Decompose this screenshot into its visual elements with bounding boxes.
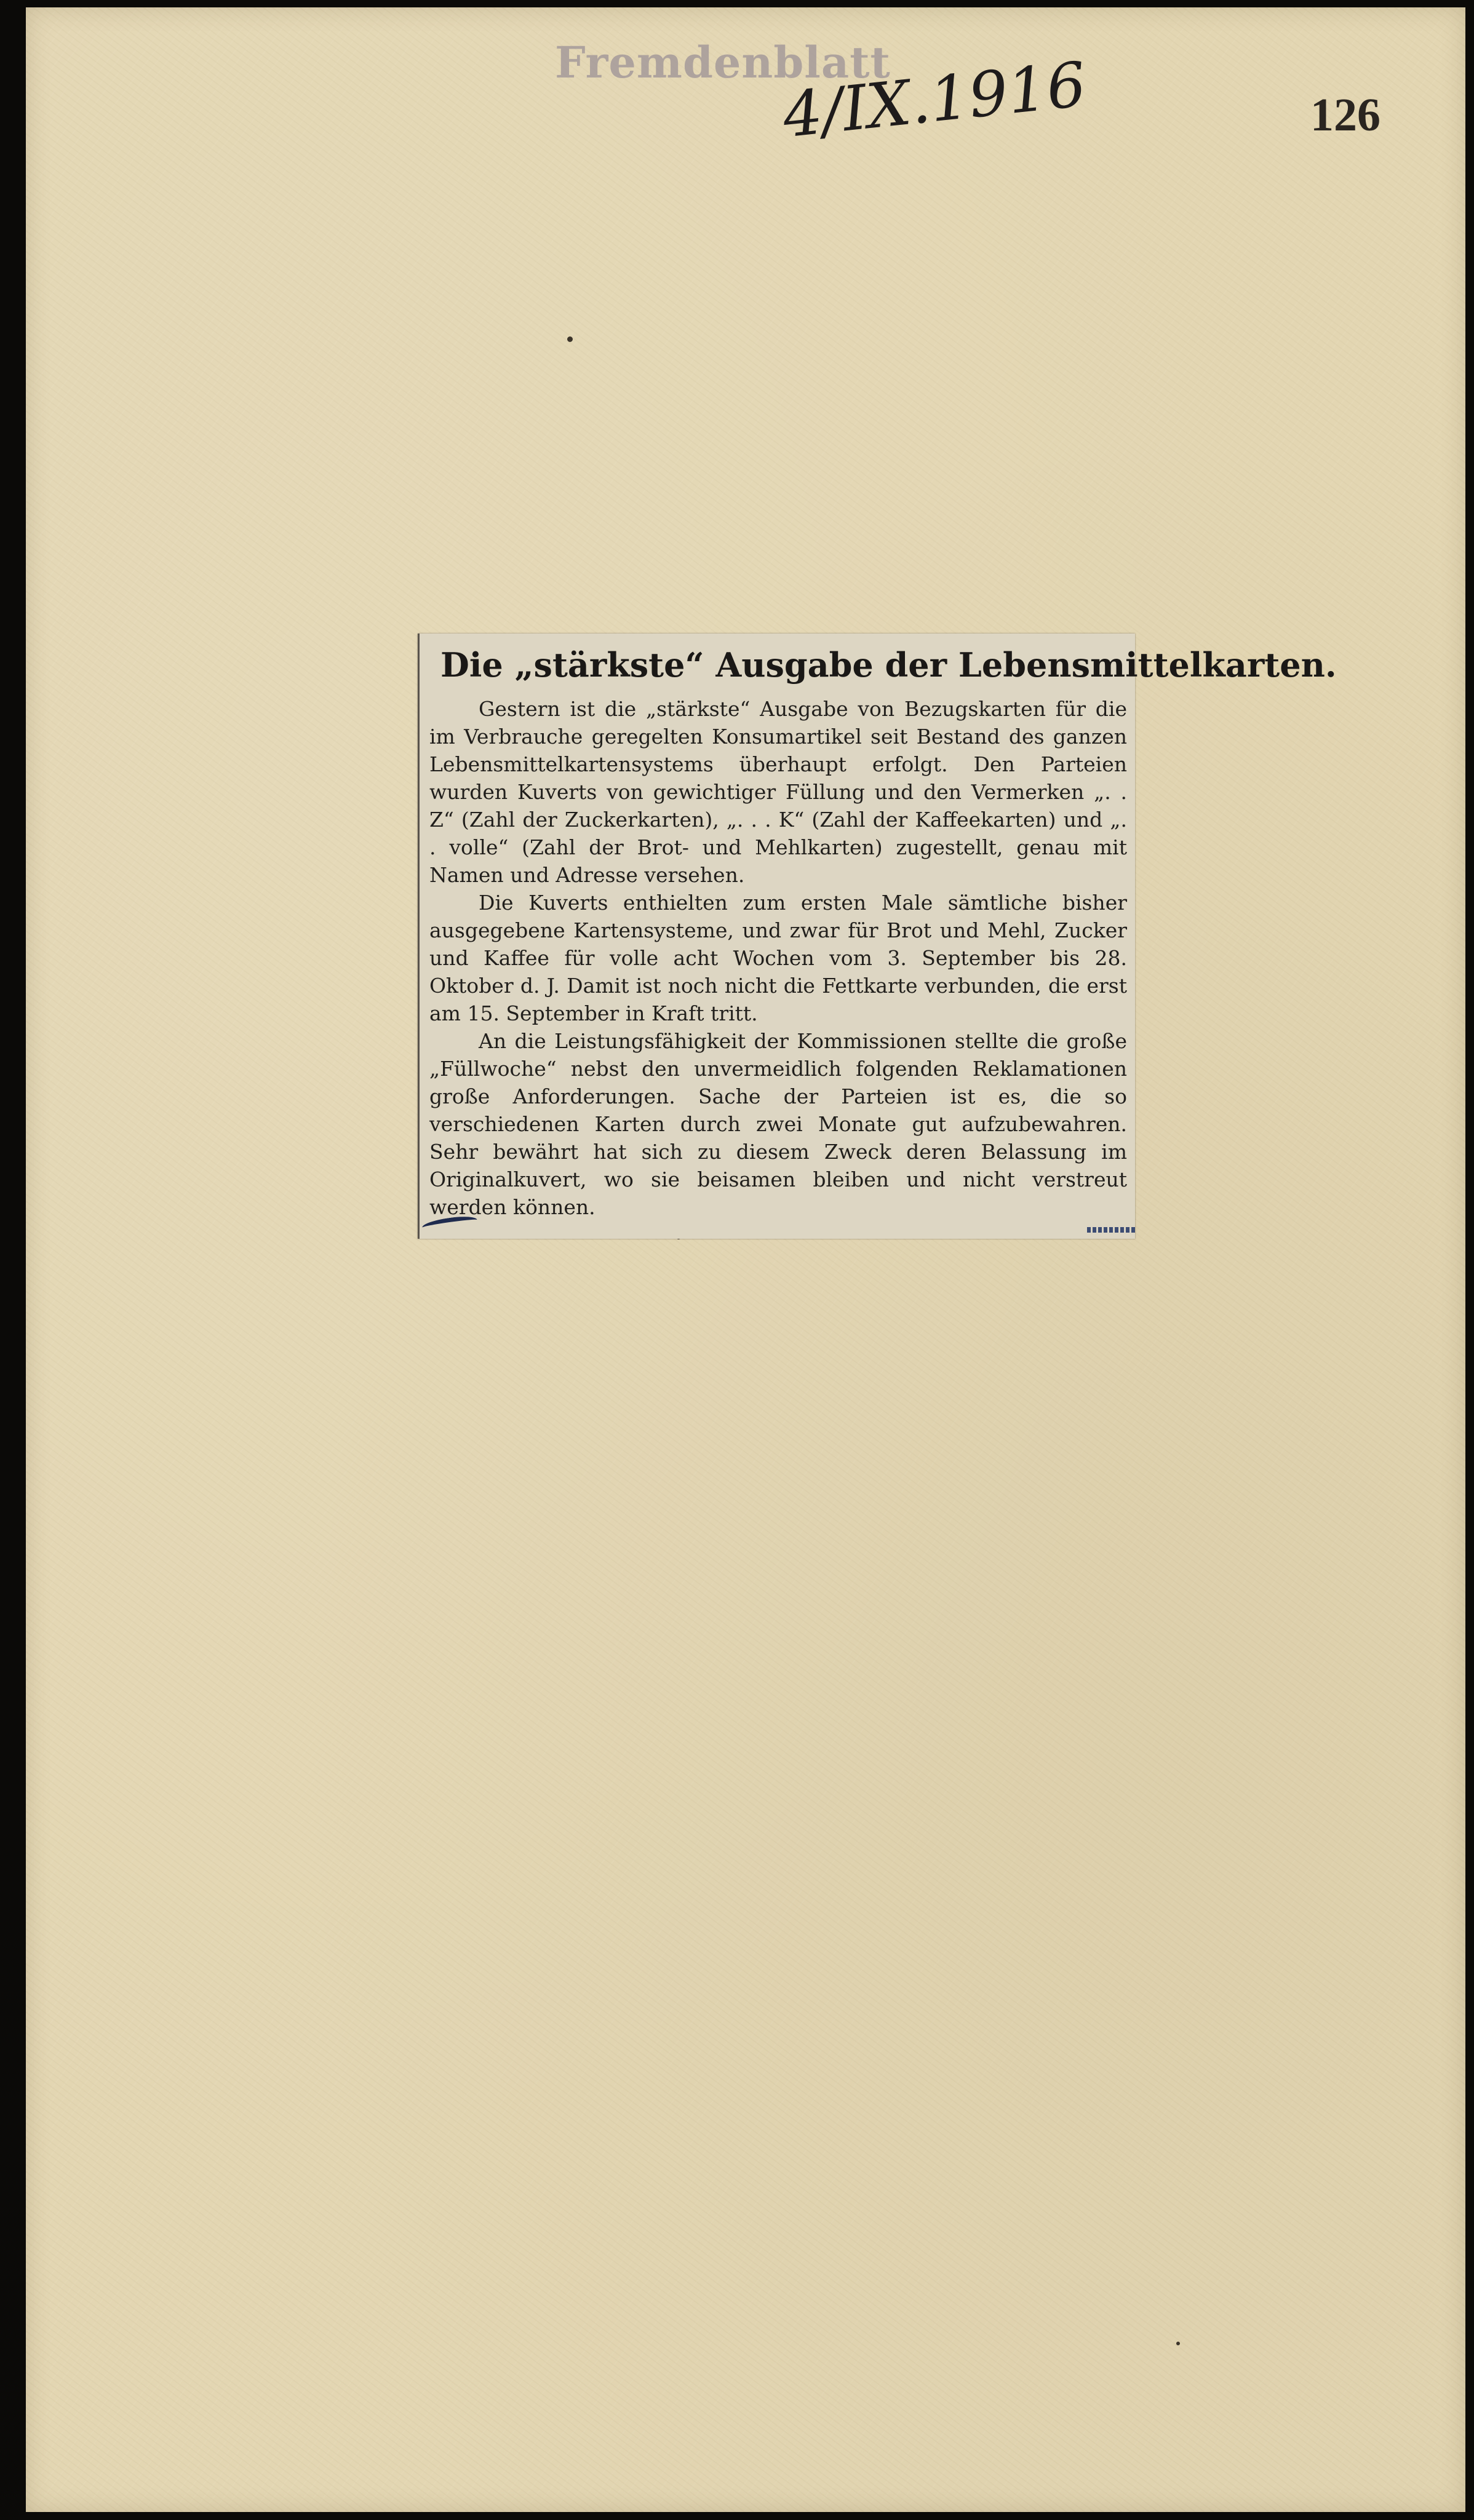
clipping-headline: Die „stärkste“ Ausgabe der Lebensmittelkarten. xyxy=(440,645,1337,685)
archive-sheet xyxy=(26,7,1465,2512)
blue-pencil-mark xyxy=(1087,1227,1136,1233)
clipping-paragraph: An die Leistungsfähigkeit der Kommissionen stellte die große „Füllwoche“ nebst den unvermeidlich folgenden Reklamationen große Anforderungen. Sache der Parteien ist es, die so verschiedenen Karten durch zwei Monate gut aufzubewahren. Sehr bewährt hat sich zu diesem Zweck deren Belassung im Originalkuvert, wo sie beisamen bleiben und nicht verstreut werden können. xyxy=(429,1029,1127,1219)
newspaper-stamp: Fremdenblatt xyxy=(555,37,891,88)
clipping-paragraph: Die Kuverts enthielten zum ersten Male sämtliche bisher ausgegebene Kartensysteme, und zwar für Brot und Mehl, Zucker und Kaffee für volle acht Wochen vom 3. September bis 28. Oktober d. J. Damit ist noch nicht die Fettkarte verbunden, die erst am 15. September in Kraft tritt. xyxy=(429,891,1127,1025)
page-number: 126 xyxy=(1310,89,1380,141)
newspaper-clipping xyxy=(418,634,1337,1239)
clipping-paragraph: Gestern ist die „stärkste“ Ausgabe von Bezugskarten für die im Verbrauche geregelten Konsumartikel seit Bestand des ganzen Lebensmittelkartensystems überhaupt erfolgt. Den Parteien wurden Kuverts von gewichtiger Füllung und den Vermerken „. . Z“ (Zahl der Zuckerkarten), „. . . K“ (Zahl der Kaffeekarten) und „. . volle“ (Zahl der Brot- und Mehlkarten) zugestellt, genau mit Namen und Adresse versehen. xyxy=(429,697,1127,887)
handwritten-date-text: 4/IX.1916 xyxy=(779,48,1090,152)
paper-speck xyxy=(567,336,573,342)
clipping-body xyxy=(429,695,1127,1221)
paper-speck xyxy=(1176,2342,1180,2345)
